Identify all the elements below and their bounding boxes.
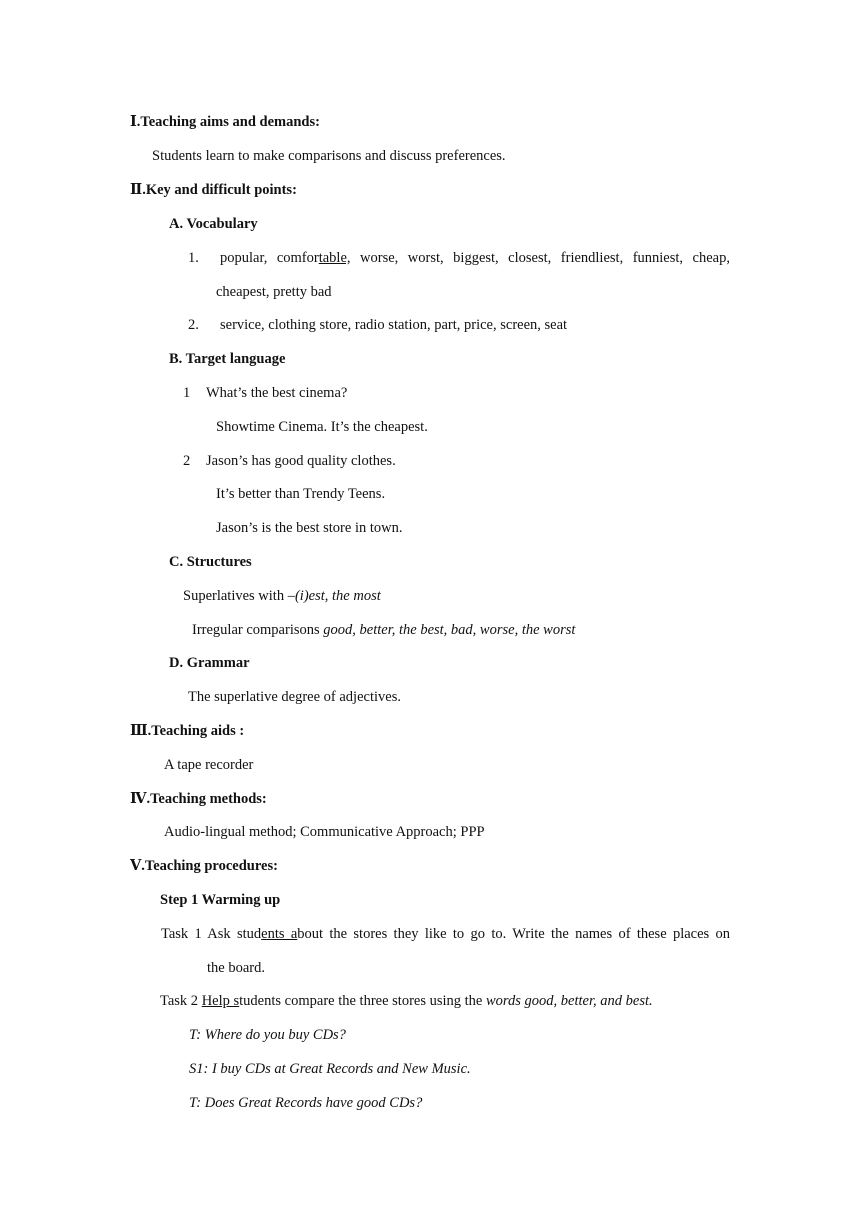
target-q1-number: 1 (183, 385, 191, 401)
task-2-part-a: Task 2 (160, 993, 202, 1009)
task-1-continuation: the board. (207, 960, 265, 976)
grammar-heading: D. Grammar (169, 655, 250, 671)
section-5-heading: Ⅴ.Teaching procedures: (130, 858, 278, 874)
dialogue-line-3: T: Does Great Records have good CDs? (189, 1095, 423, 1111)
target-a2a: It’s better than Trendy Teens. (216, 486, 386, 502)
target-a2b: Jason’s is the best store in town. (216, 520, 403, 536)
task-1-part-a: Task 1 Ask stud (161, 926, 262, 942)
target-a1: Showtime Cinema. It’s the cheapest. (216, 419, 428, 435)
target-q2: Jason’s has good quality clothes. (206, 453, 396, 469)
structures-line-1-text: Superlatives with (183, 588, 288, 604)
grammar-text: The superlative degree of adjectives. (188, 689, 401, 705)
task-1-part-b: bout the stores they like to go to. Write the names of these places on (297, 926, 731, 942)
vocab-item-1-continuation: cheapest, pretty bad (216, 284, 332, 300)
vocab-item-1 (220, 249, 730, 267)
section-4-text: Audio-lingual method; Communicative Approach; PPP (164, 824, 485, 840)
task-1-underlined: ents a (261, 926, 298, 942)
vocab-item-1-part-a: popular, comfor (220, 250, 319, 266)
dialogue-line-2: S1: I buy CDs at Great Records and New Music. (189, 1061, 471, 1077)
section-3-heading: Ⅲ.Teaching aids : (130, 723, 245, 739)
task-1 (161, 925, 730, 943)
section-1-text: Students learn to make comparisons and discuss preferences. (152, 148, 506, 164)
vocab-item-1-underlined: table, (318, 250, 351, 266)
vocab-item-1-part-b: worse, worst, biggest, closest, friendliest, funniest, cheap, (350, 250, 730, 266)
dialogue-line-1: T: Where do you buy CDs? (189, 1027, 346, 1043)
vocab-item-2-number: 2. (188, 317, 199, 333)
task-2 (160, 992, 653, 1010)
section-1-heading: Ⅰ.Teaching aims and demands: (130, 114, 320, 130)
task-2-part-b: tudents compare the three stores using the (239, 993, 486, 1009)
target-language-heading: B. Target language (169, 351, 286, 367)
vocab-item-1-number: 1. (188, 250, 199, 266)
section-2-heading: Ⅱ.Key and difficult points: (130, 182, 297, 198)
vocabulary-heading: A. Vocabulary (169, 216, 258, 232)
task-2-underlined: Help s (201, 993, 240, 1009)
target-q2-number: 2 (183, 453, 191, 469)
vocab-item-2: service, clothing store, radio station, part, price, screen, seat (220, 317, 568, 333)
structures-heading: C. Structures (169, 554, 252, 570)
section-4-heading: Ⅳ.Teaching methods: (130, 791, 267, 807)
target-q1: What’s the best cinema? (206, 385, 348, 401)
task-2-italic: words good, better, and best. (486, 993, 653, 1009)
structures-line-2-text: Irregular comparisons (192, 622, 324, 638)
structures-line-2 (192, 621, 575, 639)
structures-line-1-italic: –(i)est, the most (287, 588, 381, 604)
structures-line-2-italic: good, better, the best, bad, worse, the worst (323, 622, 576, 638)
structures-line-1 (183, 587, 381, 605)
step-1-heading: Step 1 Warming up (160, 892, 281, 908)
section-3-text: A tape recorder (164, 757, 254, 773)
